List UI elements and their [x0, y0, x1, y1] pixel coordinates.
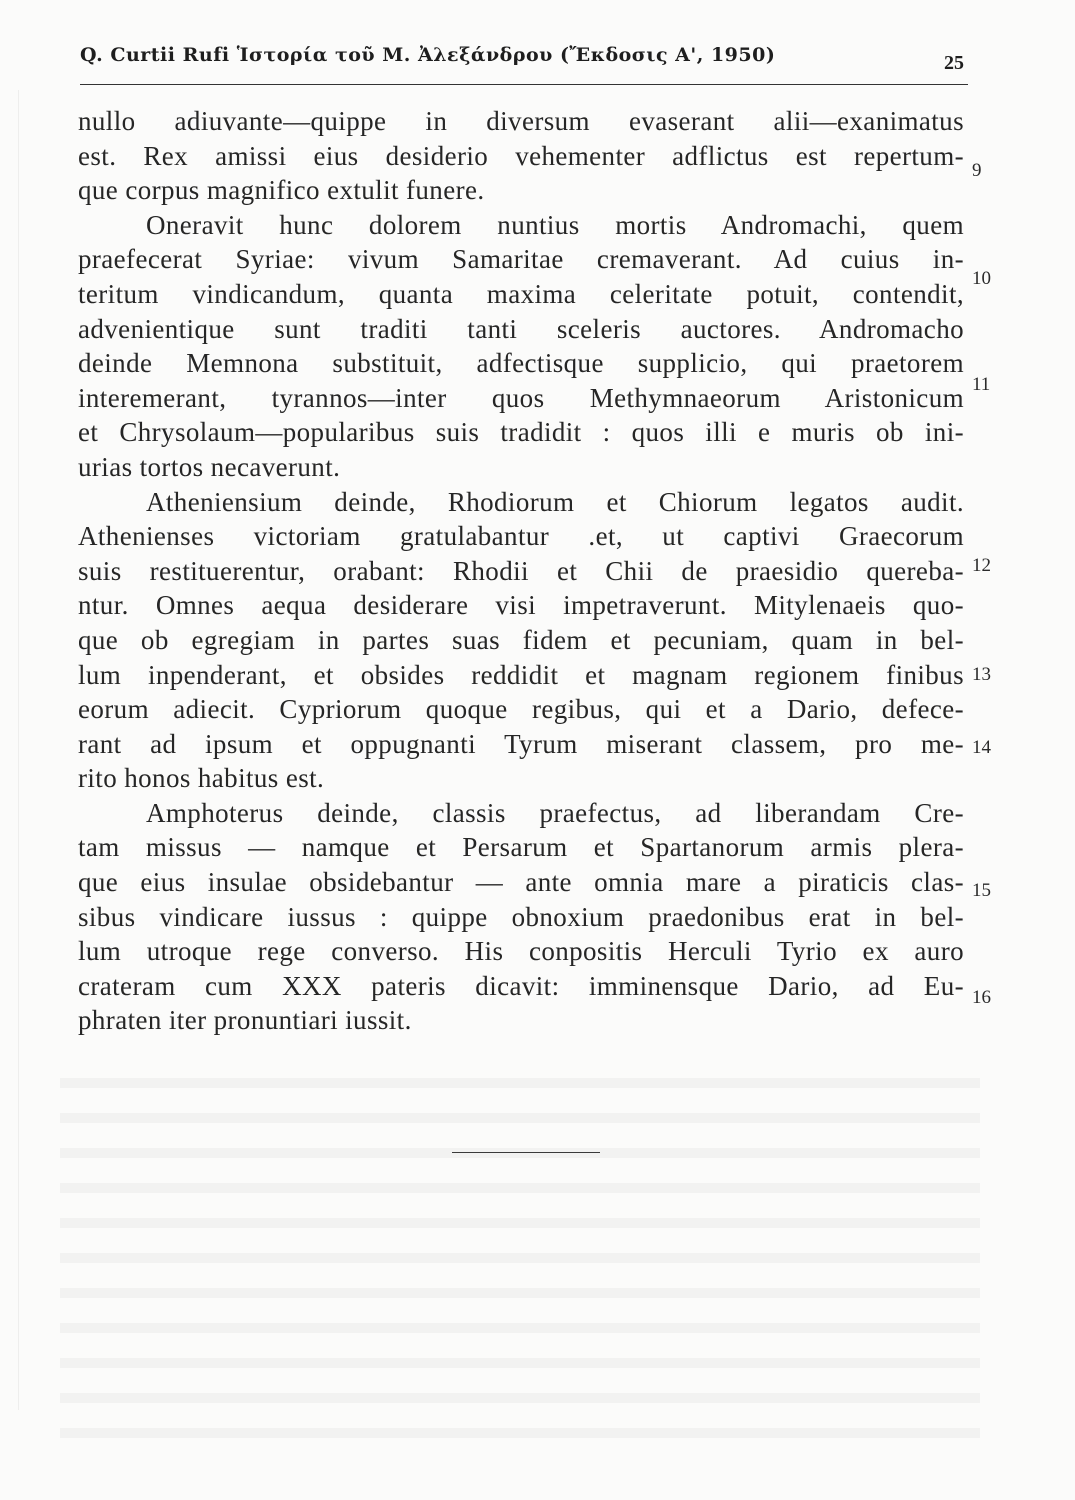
margin-section-number: 14	[972, 737, 991, 758]
text-line: advenientique sunt traditi tanti sceleris auctores. Andromacho	[78, 313, 964, 344]
text-line: deinde Memnona substituit, adfectisque supplicio, qui praetorem	[78, 348, 964, 379]
running-header	[80, 40, 968, 85]
text-line: Oneravit hunc dolorem nuntius mortis Andromachi, quem	[146, 209, 964, 240]
margin-section-number: 10	[972, 268, 991, 289]
end-rule	[452, 1152, 600, 1153]
text-line: Atheniensium deinde, Rhodiorum et Chiorum legatos audit.	[146, 486, 964, 517]
margin-section-number: 11	[972, 374, 991, 395]
text-line: teritum vindicandum, quanta maxima celeritate potuit, contendit,	[78, 278, 964, 309]
text-line: ntur. Omnes aequa desiderare visi impetraverunt. Mitylenaeis quo-	[78, 590, 964, 621]
text-line: que ob egregiam in partes suas fidem et pecuniam, quam in bel-	[78, 624, 964, 655]
text-line: Athenienses victoriam gratulabantur .et, ut captivi Graecorum	[78, 521, 964, 552]
text-line: interemerant, tyrannos—inter quos Methymnaeorum Aristonicum	[78, 382, 964, 413]
text-line: lum inpenderant, et obsides reddidit et magnam regionem finibus	[78, 659, 964, 690]
text-line: que eius insulae obsidebantur — ante omnia mare a piraticis clas-	[78, 867, 964, 898]
text-line: Amphoterus deinde, classis praefectus, ad liberandam Cre-	[146, 797, 964, 828]
text-line: crateram cum XXX pateris dicavit: imminensque Dario, ad Eu-	[78, 970, 964, 1001]
margin-section-number: 16	[972, 987, 991, 1008]
text-line: suis restituerentur, orabant: Rhodii et Chii de praesidio quereba-	[78, 555, 964, 586]
text-line: tam missus — namque et Persarum et Spartanorum armis plera-	[78, 832, 964, 863]
text-line: que corpus magnifico extulit funere.	[78, 175, 485, 206]
body-text	[78, 104, 964, 1038]
text-line: et Chrysolaum—popularibus suis tradidit : quos illi e muris ob ini-	[78, 417, 964, 448]
page-edge-shadow	[18, 90, 19, 1410]
text-line: sibus vindicare iussus : quippe obnoxium praedonibus erat in bel-	[78, 901, 964, 932]
text-line: rito honos habitus est.	[78, 763, 325, 794]
text-line: nullo adiuvante—quippe in diversum evaserant alii—exanimatus	[78, 106, 964, 136]
text-line: est. Rex amissi eius desiderio vehementer adflictus est repertum-	[78, 140, 964, 171]
text-line: phraten iter pronuntiari iussit.	[78, 1005, 412, 1036]
margin-section-number: 13	[972, 664, 991, 685]
text-line: praefecerat Syriae: vivum Samaritae cremaverant. Ad cuius in-	[78, 244, 964, 275]
header-title: Q. Curtii Rufi Ἱστορία τοῦ Μ. Ἀλεξάνδρου (Ἔκδοσις Α', 1950)	[80, 44, 776, 66]
text-line: rant ad ipsum et oppugnanti Tyrum miserant classem, pro me-	[78, 728, 964, 759]
bleed-through-texture	[60, 1060, 980, 1440]
text-line: lum utroque rege converso. His conpositis Herculi Tyrio ex auro	[78, 936, 964, 967]
margin-section-number: 12	[972, 555, 991, 576]
text-line: urias tortos necaverunt.	[78, 451, 341, 482]
margin-section-number: 15	[972, 880, 991, 901]
margin-section-number: 9	[972, 160, 982, 181]
text-line: eorum adiecit. Cypriorum quoque regibus, qui et a Dario, defece-	[78, 694, 964, 725]
page-number: 25	[944, 52, 964, 74]
